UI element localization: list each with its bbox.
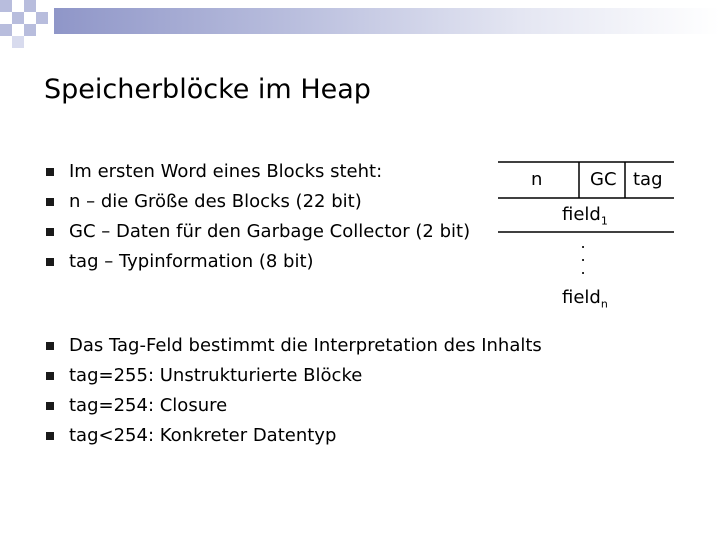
- field1-base: field: [562, 204, 601, 225]
- header-tag-label: tag: [633, 169, 663, 190]
- field1-subscript: 1: [600, 214, 608, 228]
- slide-title: Speicherblöcke im Heap: [44, 74, 371, 105]
- list-item-text: tag=255: Unstrukturierte Blöcke: [69, 365, 363, 386]
- fieldn-base: field: [562, 287, 601, 308]
- list-item-text: n – die Größe des Blocks (22 bit): [69, 191, 362, 212]
- header-n-label: n: [531, 169, 543, 190]
- list-item-text: tag=254: Closure: [69, 395, 228, 416]
- list-item-text: GC – Daten für den Garbage Collector (2 bit): [69, 221, 471, 242]
- list-item-text: tag<254: Konkreter Datentyp: [69, 425, 337, 446]
- list-item-text: tag – Typinformation (8 bit): [69, 251, 314, 272]
- header-gc-label: GC: [590, 169, 617, 190]
- fieldn-subscript: n: [600, 297, 608, 311]
- list-item-text: Im ersten Word eines Blocks steht:: [69, 161, 383, 182]
- list-item-text: Das Tag-Feld bestimmt die Interpretation des Inhalts: [69, 335, 542, 356]
- ellipsis-dots: . . .: [580, 233, 586, 278]
- field1-label: [562, 205, 608, 232]
- fieldn-label: [562, 288, 608, 315]
